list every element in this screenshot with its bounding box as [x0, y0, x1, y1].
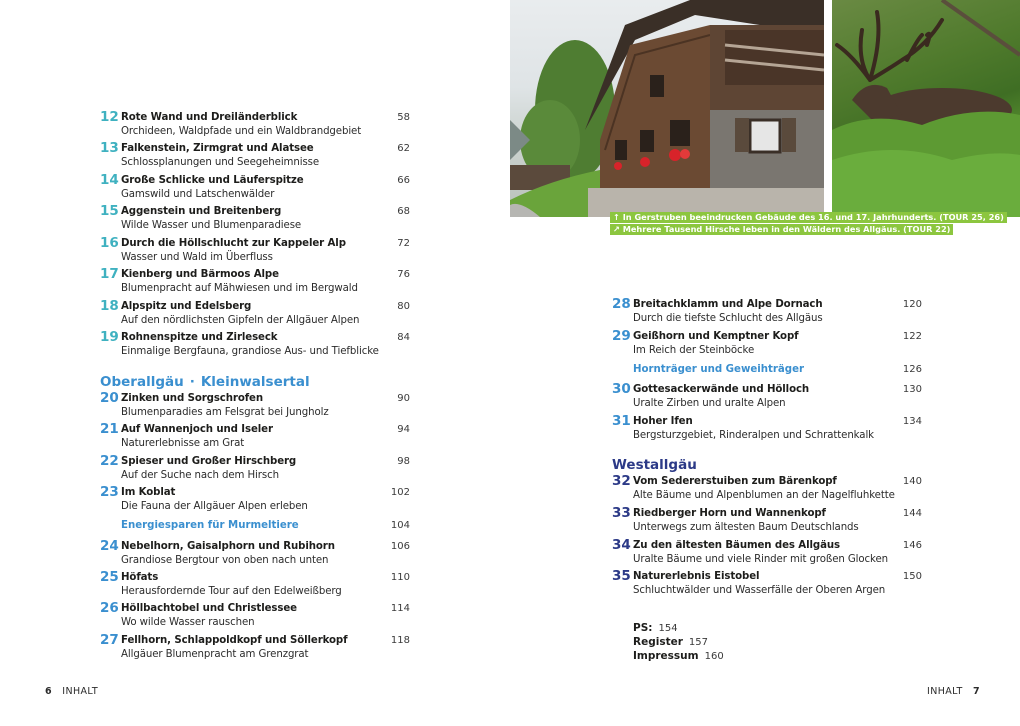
arrow-up-icon: ↑: [613, 212, 620, 222]
page-number: 144: [902, 508, 922, 519]
page-number: 118: [390, 635, 410, 646]
page-number: 114: [390, 603, 410, 614]
section-heading-oberallgaeu: Oberallgäu · Kleinwalsertal: [100, 374, 310, 390]
feature-title: Energiesparen für Murmeltiere: [121, 520, 299, 531]
tour-number: 16: [100, 235, 119, 251]
tour-title: Geißhorn und Kemptner Kopf: [633, 331, 799, 342]
page-number: 106: [390, 541, 410, 552]
tour-number: 25: [100, 569, 119, 585]
tour-number: 24: [100, 538, 119, 554]
tour-subtitle: Uralte Bäume und viele Rinder mit großen Glocken: [633, 554, 888, 565]
running-head: INHALT: [927, 686, 963, 697]
page-number: 58: [397, 112, 410, 123]
page-number: 122: [902, 331, 922, 342]
tour-subtitle: Auf der Suche nach dem Hirsch: [121, 470, 279, 481]
tour-number: 23: [100, 484, 119, 500]
folio: 6: [45, 686, 53, 697]
page-number: 104: [390, 520, 410, 531]
tour-subtitle: Blumenparadies am Felsgrat bei Jungholz: [121, 407, 329, 418]
tour-number: 15: [100, 203, 119, 219]
page-number: 94: [397, 424, 410, 435]
page-number: 102: [390, 487, 410, 498]
tour-number: 21: [100, 421, 119, 437]
page-number: 90: [397, 393, 410, 404]
tour-subtitle: Durch die tiefste Schlucht des Allgäus: [633, 313, 823, 324]
tour-number: 30: [612, 381, 631, 397]
page-number: 66: [397, 175, 410, 186]
tour-title: Durch die Höllschlucht zur Kappeler Alp: [121, 238, 346, 249]
tour-title: Rote Wand und Dreiländerblick: [121, 112, 298, 123]
tour-subtitle: Herausfordernde Tour auf den Edelweißberg: [121, 586, 342, 597]
tour-subtitle: Wasser und Wald im Überfluss: [121, 252, 273, 263]
tour-subtitle: Wilde Wasser und Blumenparadiese: [121, 220, 302, 231]
tour-number: 13: [100, 140, 119, 156]
tour-title: Nebelhorn, Gaisalphorn und Rubihorn: [121, 541, 335, 552]
tour-title: Breitachklamm und Alpe Dornach: [633, 299, 823, 310]
tour-title: Rohnenspitze und Zirleseck: [121, 332, 278, 343]
page-number: 68: [397, 206, 410, 217]
tour-subtitle: Naturerlebnisse am Grat: [121, 438, 245, 449]
tour-title: Alpspitz und Edelsberg: [121, 301, 252, 312]
tour-subtitle: Schlossplanungen und Seegeheimnisse: [121, 157, 320, 168]
page-footer-right: [927, 686, 980, 697]
page-number: 98: [397, 456, 410, 467]
running-head: INHALT: [62, 686, 99, 697]
tour-title: Höllbachtobel und Christlessee: [121, 603, 297, 614]
page-number: 80: [397, 301, 410, 312]
deer-illustration: [832, 0, 1020, 217]
tour-number: 14: [100, 172, 119, 188]
page-number: 76: [397, 269, 410, 280]
tour-number: 31: [612, 413, 631, 429]
page-number: 140: [902, 476, 922, 487]
tour-title: Gottesackerwände und Hölloch: [633, 384, 810, 395]
tour-title: Höfats: [121, 572, 159, 583]
page-footer-left: [45, 686, 98, 697]
right-page: [510, 0, 1020, 726]
tour-title: Riedberger Horn und Wannenkopf: [633, 508, 826, 519]
photo-gerstruben-house: [510, 0, 824, 217]
page-number: 130: [902, 384, 922, 395]
tour-subtitle: Alte Bäume und Alpenblumen an der Nagelfluhkette: [633, 490, 895, 501]
tour-subtitle: Auf den nördlichsten Gipfeln der Allgäuer Alpen: [121, 315, 360, 326]
page-number: 146: [902, 540, 922, 551]
caption-deer: ↗ Mehrere Tausend Hirsche leben in den Wäldern des Allgäus. (TOUR 22): [610, 224, 953, 235]
tour-subtitle: Blumenpracht auf Mähwiesen und im Bergwald: [121, 283, 358, 294]
tour-title: Spieser und Großer Hirschberg: [121, 456, 297, 467]
tour-subtitle: Wo wilde Wasser rauschen: [121, 617, 255, 628]
tour-subtitle: Uralte Zirben und uralte Alpen: [633, 398, 786, 409]
extra-ps[interactable]: PS: 154: [633, 622, 678, 634]
tour-number: 26: [100, 600, 119, 616]
tour-number: 33: [612, 505, 631, 521]
tour-title: Fellhorn, Schlappoldkopf und Söllerkopf: [121, 635, 348, 646]
page-number: 134: [902, 416, 922, 427]
tour-number: 28: [612, 296, 631, 312]
page-number: 110: [390, 572, 410, 583]
tour-title: Hoher Ifen: [633, 416, 693, 427]
feature-title: Hornträger und Geweihträger: [633, 364, 805, 375]
tour-title: Zu den ältesten Bäumen des Allgäus: [633, 540, 840, 551]
page-number: 84: [397, 332, 410, 343]
tour-title: Im Koblat: [121, 487, 176, 498]
caption-house: ↑ In Gerstruben beeindrucken Gebäude des 16. und 17. Jahrhunderts. (TOUR 25, 26): [610, 212, 1007, 223]
page-number: 126: [902, 364, 922, 375]
extra-register[interactable]: Register 157: [633, 636, 708, 648]
tour-title: Zinken und Sorgschrofen: [121, 393, 264, 404]
tour-number: 18: [100, 298, 119, 314]
tour-subtitle: Unterwegs zum ältesten Baum Deutschlands: [633, 522, 859, 533]
tour-title: Auf Wannenjoch und Iseler: [121, 424, 273, 435]
tour-number: 17: [100, 266, 119, 282]
photo-red-deer: [832, 0, 1020, 217]
tour-subtitle: Grandiose Bergtour von oben nach unten: [121, 555, 329, 566]
tour-title: Kienberg und Bärmoos Alpe: [121, 269, 279, 280]
page-number: 120: [902, 299, 922, 310]
tour-number: 22: [100, 453, 119, 469]
tour-number: 20: [100, 390, 119, 406]
tour-title: Naturerlebnis Eistobel: [633, 571, 760, 582]
tour-subtitle: Allgäuer Blumenpracht am Grenzgrat: [121, 649, 309, 660]
page-number: 62: [397, 143, 410, 154]
tour-title: Falkenstein, Zirmgrat und Alatsee: [121, 143, 314, 154]
house-illustration: [510, 0, 824, 217]
tour-number: 12: [100, 109, 119, 125]
folio: 7: [973, 686, 981, 697]
tour-number: 34: [612, 537, 631, 553]
tour-number: 35: [612, 568, 631, 584]
tour-number: 27: [100, 632, 119, 648]
tour-title: Vom Sedererstuiben zum Bärenkopf: [633, 476, 837, 487]
tour-subtitle: Einmalige Bergfauna, grandiose Aus- und Tiefblicke: [121, 346, 379, 357]
tour-title: Aggenstein und Breitenberg: [121, 206, 282, 217]
tour-number: 19: [100, 329, 119, 345]
section-heading-westallgaeu: Westallgäu: [612, 457, 697, 473]
tour-subtitle: Die Fauna der Allgäuer Alpen erleben: [121, 501, 308, 512]
page-number: 72: [397, 238, 410, 249]
tour-number: 29: [612, 328, 631, 344]
tour-subtitle: Bergsturzgebiet, Rinderalpen und Schrattenkalk: [633, 430, 874, 441]
page-number: 150: [902, 571, 922, 582]
tour-title: Große Schlicke und Läuferspitze: [121, 175, 304, 186]
tour-subtitle: Gamswild und Latschenwälder: [121, 189, 275, 200]
tour-subtitle: Schluchtwälder und Wasserfälle der Oberen Argen: [633, 585, 886, 596]
tour-subtitle: Im Reich der Steinböcke: [633, 345, 755, 356]
arrow-up-right-icon: ↗: [613, 224, 620, 234]
tour-number: 32: [612, 473, 631, 489]
extra-impressum[interactable]: Impressum 160: [633, 650, 724, 662]
tour-subtitle: Orchideen, Waldpfade und ein Waldbrandgebiet: [121, 126, 362, 137]
